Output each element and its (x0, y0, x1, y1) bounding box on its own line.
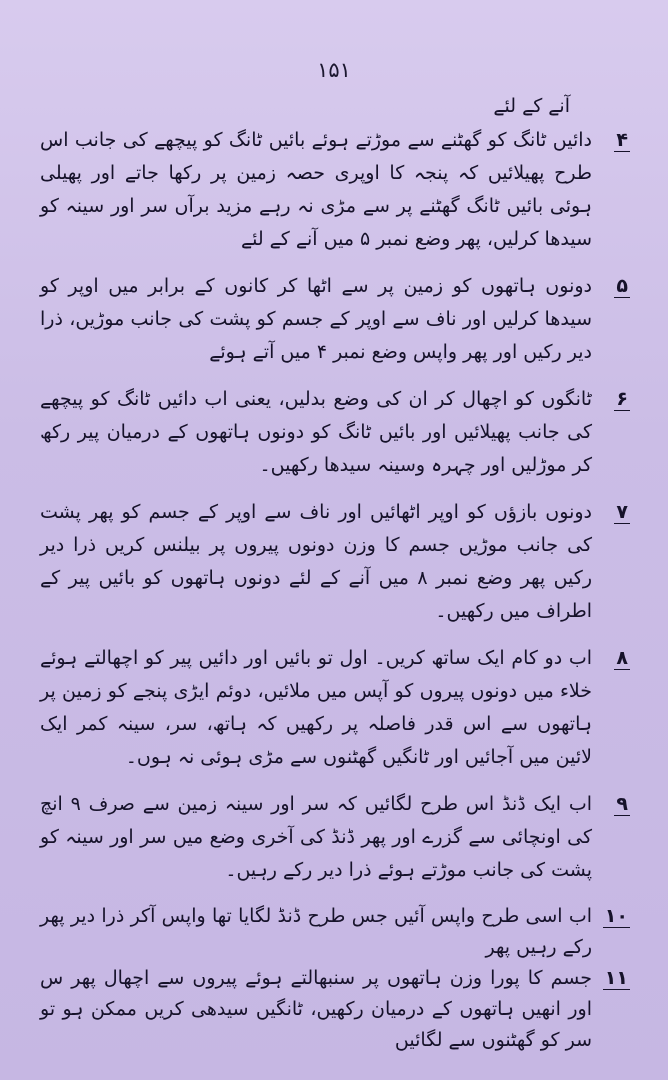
item-number: ۶ (616, 388, 628, 410)
list-item-7 (40, 496, 630, 628)
list-item-10 (40, 901, 630, 963)
continuation-heading: آنے کے لئے (493, 95, 570, 117)
page-number: ۱۵۱ (317, 58, 351, 82)
item-text: اب دو کام ایک ساتھ کریں۔ اول تو بائیں اور دائیں پیر کو اچھالتے ہوئے خلاء میں دونوں پیروں کو آپس میں ملائیں، دوئم ایڑی پنجے کو زمین پر ہاتھوں سے اس قدر فاصلہ پر رکھیں کہ ہاتھ، سر، سینہ کمر ایک لائین میں آجائیں اور ٹانگیں گھٹنوں سے مڑی ہوئی نہ ہوں۔ (40, 647, 592, 768)
list-item-4 (40, 124, 630, 256)
item-text: اب ایک ڈنڈ اس طرح لگائیں کہ سر اور سینہ زمین سے صرف ۹ انچ کی اونچائی سے گزرے اور پھر ڈنڈ کی آخری وضع میں سر اور سینہ کو پشت کی جانب موڑتے ہوئے ذرا دیر رکے رہیں۔ (40, 793, 592, 881)
item-text: جسم کا پورا وزن ہاتھوں پر سنبھالتے ہوئے پیروں سے اچھال پھر س اور انھیں ہاتھوں کے درمیان رکھیں، ٹانگیں سیدھی کریں ممکن ہو تو سر کو گھٹنوں سے لگائیں (40, 967, 592, 1051)
item-number: ۱۰ (604, 905, 628, 927)
item-number: ۷ (616, 501, 628, 523)
page-body (40, 94, 630, 1056)
list-item-5 (40, 270, 630, 369)
item-number: ۹ (616, 793, 628, 815)
item-number: ۸ (616, 647, 628, 669)
item-number: ۴ (616, 129, 628, 151)
list-item-8 (40, 642, 630, 774)
list-item-6 (40, 383, 630, 482)
item-text: اب اسی طرح واپس آئیں جس طرح ڈنڈ لگایا تھا واپس آکر ذرا دیر پھر رکے رہیں پھر (40, 905, 592, 958)
item-text: دائیں ٹانگ کو گھٹنے سے موڑتے ہوئے بائیں ٹانگ کو پیچھے کی جانب اس طرح پھیلائیں کہ پنجہ کا اوپری حصہ زمین پر رکھا جاتے اور پھیلی ہوئی بائیں ٹانگ گھٹنے پر سے مڑی نہ رہے مزید برآں سر اور سینہ کو سیدھا کرلیں، پھر وضع نمبر ۵ میں آنے کے لئے (40, 129, 592, 250)
list-item-9 (40, 788, 630, 887)
item-number: ۵ (616, 275, 628, 297)
item-number: ۱۱ (604, 967, 628, 989)
item-text: دونوں بازؤں کو اوپر اٹھائیں اور ناف سے اوپر کے جسم کو پھر پشت کی جانب موڑیں جسم کا وزن دونوں پیروں پر بیلنس کریں ذرا دیر رکیں پھر وضع نمبر ۸ میں آنے کے لئے دونوں ہاتھوں کو بائیں پیر کے اطراف میں رکھیں۔ (40, 501, 592, 622)
item-text: دونوں ہاتھوں کو زمین پر سے اٹھا کر کانوں کے برابر میں اوپر کو سیدھا کرلیں اور ناف سے اوپر کے جسم کو پشت کی جانب موڑیں، ذرا دیر رکیں اور پھر واپس وضع نمبر ۴ میں آتے ہوئے (40, 275, 592, 363)
item-text: ٹانگوں کو اچھال کر ان کی وضع بدلیں، یعنی اب دائیں ٹانگ کو پیچھے کی جانب پھیلائیں اور بائیں ٹانگ کو دونوں ہاتھوں کے درمیان پیر رکھ کر موڑلیں اور چہرہ وسینہ سیدھا رکھیں۔ (40, 388, 592, 476)
list-item-11 (40, 963, 630, 1056)
